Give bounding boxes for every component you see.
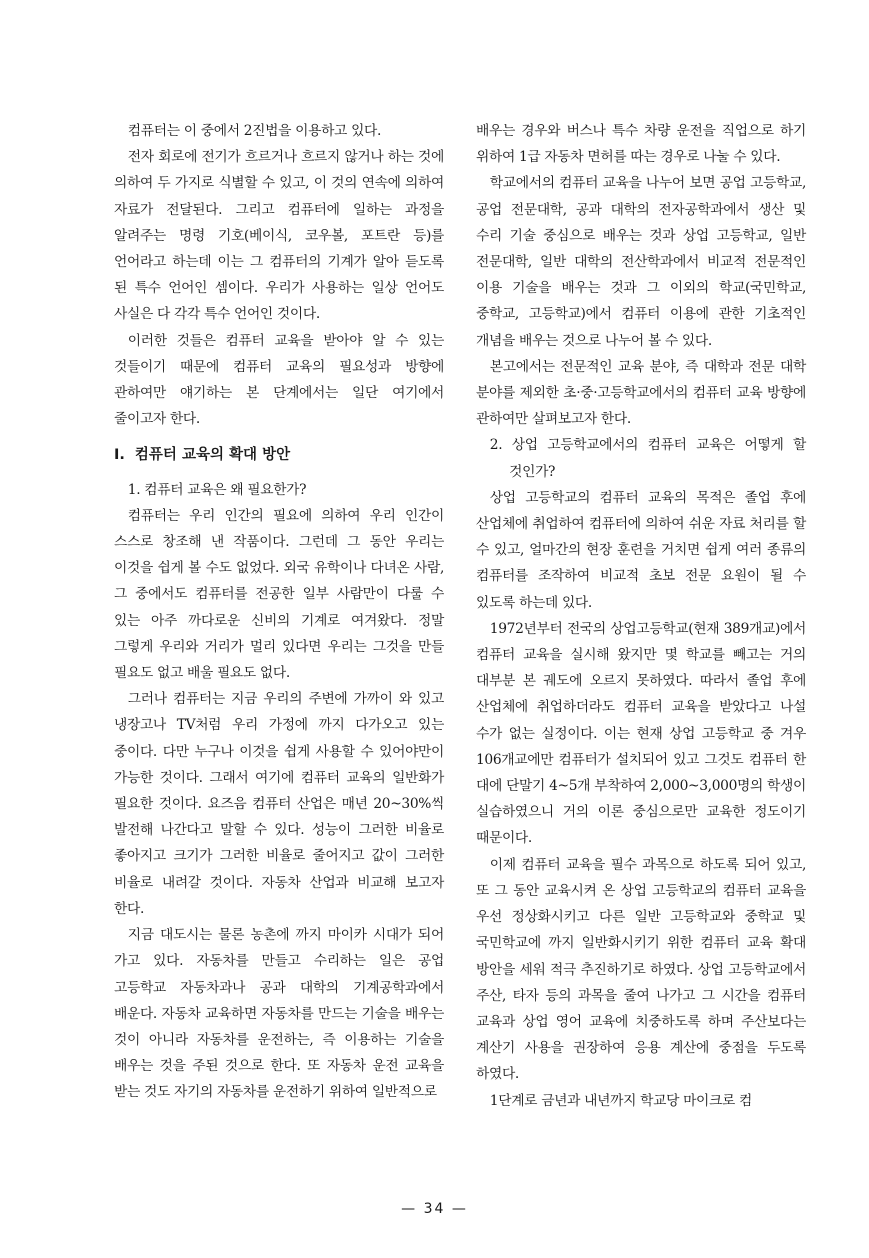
section-heading-text: 컴퓨터 교육의 확대 방안 xyxy=(134,447,291,464)
subsection-heading: 1. 컴퓨터 교육은 왜 필요한가? xyxy=(127,481,307,498)
paragraph: 컴퓨터는 우리 인간의 필요에 의하여 우리 인간이 스스로 창조해 낸 작품이다. 그런데 그 동안 우리는 이것을 쉽게 볼 수도 없었다. 외국 유학이나 다녀온 사람, 그 중에서도 컴퓨터를 전공한 일부 사람만이 다룰 수 있는 아주 까다로운 신비의 기계로 여겨왔다. 정말 그렇게 우리와 거리가 멀리 있다면 우리는 그것을 만들 필요도 없고 배울 필요도 없다. xyxy=(114,507,444,682)
section-heading-number: Ⅰ. xyxy=(114,447,125,464)
paragraph: 컴퓨터는 이 중에서 2진법을 이용하고 있다. xyxy=(127,123,382,139)
paragraph: 지금 대도시는 물론 농촌에 까지 마이카 시대가 되어 가고 있다. 자동차를 만들고 수리하는 일은 공업 고등학교 자동차과나 공과 대학의 기계공학과에서 배운다. 자동차 교육하면 자동차를 만드는 기술을 배우는 것이 아니라 자동차를 운전하는, 즉 이용하는 기술을 배우는 것을 주된 것으로 한다. 또 자동차 운전 교육을 받는 것도 자기의 자동차를 운전하기 위하여 일반적으로 xyxy=(114,927,444,1101)
paragraph: 전자 회로에 전기가 흐르거나 흐르지 않거나 하는 것에 의하여 두 가지로 식별할 수 있고, 이 것의 연속에 의하여 자료가 전달된다. 그리고 컴퓨터에 일하는 과정을 알려주는 명령 기호(베이식, 코우볼, 포트란 등)를 언어라고 하는데 이는 그 컴퓨터의 기계가 알아 듣도록 된 특수 언어인 셈이다. 우리가 사용하는 일상 언어도 사실은 다 각각 특수 언어인 것이다. xyxy=(114,149,444,323)
paragraph: 그러나 컴퓨터는 지금 우리의 주변에 가까이 와 있고 냉장고나 TV처럼 우리 가정에 까지 다가오고 있는 중이다. 다만 누구나 이것을 쉽게 사용할 수 있어야만이 가능한 것이다. 그래서 여기에 컴퓨터 교육의 일반화가 필요한 것이다. 요즈음 컴퓨터 산업은 매년 20~30%씩 발전해 나간다고 말할 수 있다. 성능이 그러한 비율로 좋아지고 크기가 그러한 비율로 줄어지고 값이 그러한 비율로 내려갈 것이다. 자동차 산업과 비교해 보고자 한다. xyxy=(114,691,444,917)
left-column xyxy=(114,118,444,1106)
paragraph: 학교에서의 컴퓨터 교육을 나누어 보면 공업 고등학교, 공업 전문대학, 공과 대학의 전자공학과에서 생산 및 수리 기술 중심으로 배우는 것과 상업 고등학교, 일반 전문대학, 일반 대학의 전산학과에서 비교적 전문적인 이용 기술을 배우는 것과 그 이외의 학교(국민학교, 중학교, 고등학교)에서 컴퓨터 이용에 관한 기초적인 개념을 배우는 것으로 나누어 볼 수 있다. xyxy=(476,175,806,349)
paragraph: 1단계로 금년과 내년까지 학교당 마이크로 컴 xyxy=(489,1092,753,1109)
section-heading xyxy=(114,442,444,468)
paragraph: 배우는 경우와 버스나 특수 차량 운전을 직업으로 하기 위하여 1급 자동차 면허를 따는 경우로 나눌 수 있다. xyxy=(476,123,806,166)
subsection-heading: 2. 상업 고등학교에서의 컴퓨터 교육은 어떻게 할 것인가? xyxy=(489,437,806,480)
right-column xyxy=(476,118,806,1114)
paragraph: 1972년부터 전국의 상업고등학교(현재 389개교)에서 컴퓨터 교육을 실시해 왔지만 몇 학교를 빼고는 거의 대부분 본 궤도에 오르지 못하였다. 따라서 졸업 후에 산업체에 취업하더라도 컴퓨터 교육을 받았다고 나설 수가 없는 실정이다. 이는 현재 상업 고등학교 중 겨우 106개교에만 컴퓨터가 설치되어 있고 그것도 컴퓨터 한 대에 단말기 4~5개 부착하여 2,000~3,000명의 학생이 실습하였으니 거의 이론 중심으로만 교육한 정도이기 때문이다. xyxy=(476,620,806,847)
paragraph: 이제 컴퓨터 교육을 필수 과목으로 하도록 되어 있고, 또 그 동안 교육시켜 온 상업 고등학교의 컴퓨터 교육을 우선 정상화시키고 다른 일반 고등학교와 중학교 및 국민학교에 까지 일반화시키기 위한 컴퓨터 교육 확대 방안을 세워 적극 추진하기로 하였다. 상업 고등학교에서 주산, 타자 등의 과목을 줄여 나가고 그 시간을 컴퓨터 교육과 상업 영어 교육에 치중하도록 하며 주산보다는 계산기 사용을 권장하여 응용 계산에 중점을 두도록 하였다. xyxy=(476,856,806,1083)
paragraph: 이러한 것들은 컴퓨터 교육을 받아야 알 수 있는 것들이기 때문에 컴퓨터 교육의 필요성과 방향에 관하여만 얘기하는 본 단계에서는 일단 여기에서 줄이고자 한다. xyxy=(114,332,444,428)
page-number: — 34 — xyxy=(401,1201,468,1217)
paragraph: 상업 고등학교의 컴퓨터 교육의 목적은 졸업 후에 산업체에 취업하여 컴퓨터에 의하여 쉬운 자료 처리를 할 수 있고, 얼마간의 현장 훈련을 거치면 쉽게 여러 종류의 컴퓨터를 조작하여 비교적 초보 전문 요원이 될 수 있도록 하는데 있다. xyxy=(476,489,806,611)
paragraph: 본고에서는 전문적인 교육 분야, 즉 대학과 전문 대학 분야를 제외한 초·중·고등학교에서의 컴퓨터 교육 방향에 관하여만 살펴보고자 한다. xyxy=(476,358,806,428)
